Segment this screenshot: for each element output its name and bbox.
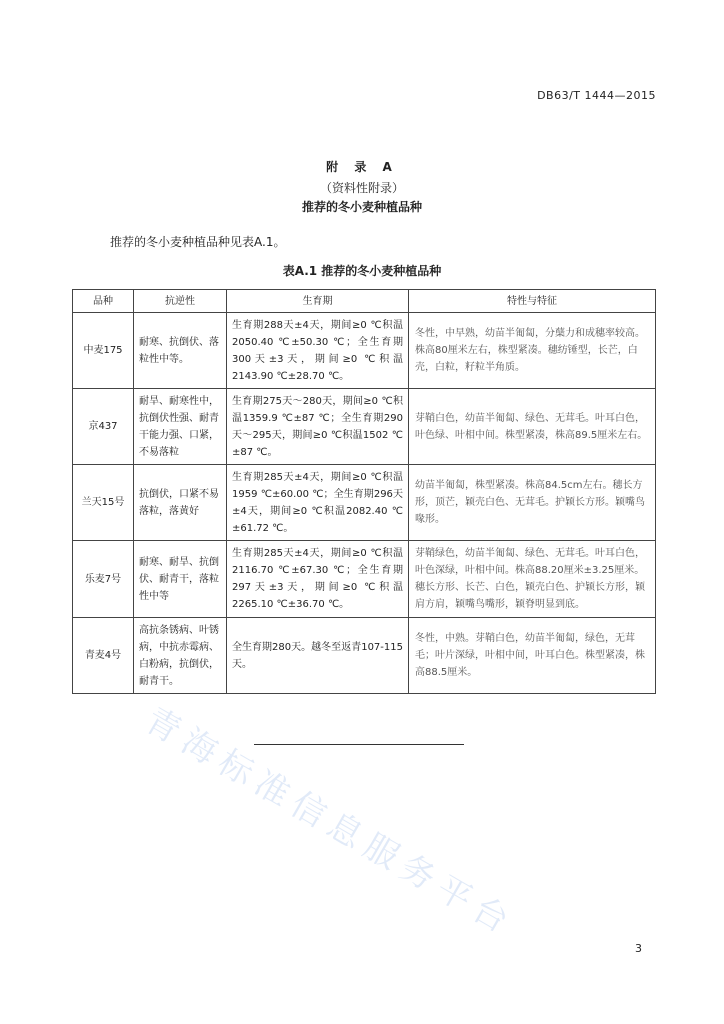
- column-header-period: 生育期: [227, 290, 409, 313]
- table-row: [73, 389, 656, 465]
- variety-cell: 兰天15号: [73, 465, 134, 541]
- resistance-cell: 抗倒伏，口紧不易落粒，落黄好: [134, 465, 227, 541]
- table-row: [73, 313, 656, 389]
- column-header-variety: 品种: [73, 290, 134, 313]
- variety-cell: 青麦4号: [73, 618, 134, 694]
- period-cell: 生育期288天±4天，期间≥0 ℃积温2050.40 ℃±50.30 ℃；全生育期300天±3天，期间≥0 ℃积温2143.90 ℃±28.70 ℃。: [227, 313, 409, 389]
- table-header-row: [73, 290, 656, 313]
- table-row: [73, 465, 656, 541]
- watermark: 青海标准信息服务平台: [138, 700, 522, 945]
- column-header-resistance: 抗逆性: [134, 290, 227, 313]
- appendix-subtitle: （资料性附录）: [319, 181, 404, 195]
- resistance-cell: 耐旱、耐寒性中，抗倒伏性强、耐青干能力强、口紧，不易落粒: [134, 389, 227, 465]
- document-code: DB63/T 1444—2015: [537, 89, 656, 102]
- period-cell: 生育期285天±4天，期间≥0 ℃积温1959 ℃±60.00 ℃；全生育期296天±4天，期间≥0 ℃积温2082.40 ℃±61.72 ℃。: [227, 465, 409, 541]
- resistance-cell: 耐寒、抗倒伏、落粒性中等。: [134, 313, 227, 389]
- period-cell: 生育期285天±4天，期间≥0 ℃积温2116.70 ℃±67.30 ℃；全生育期297天±3天，期间≥0 ℃积温2265.10 ℃±36.70 ℃。: [227, 541, 409, 618]
- intro-paragraph: 推荐的冬小麦种植品种见表A.1。: [110, 235, 286, 249]
- variety-cell: 乐麦7号: [73, 541, 134, 618]
- page-number: 3: [635, 942, 642, 955]
- column-header-traits: 特性与特征: [409, 290, 656, 313]
- period-cell: 生育期275天～280天，期间≥0 ℃积温1359.9 ℃±87 ℃；全生育期290天～295天，期间≥0 ℃积温1502 ℃±87 ℃。: [227, 389, 409, 465]
- table-row: [73, 618, 656, 694]
- table-caption: 表A.1 推荐的冬小麦种植品种: [282, 264, 442, 278]
- table-row: [73, 541, 656, 618]
- traits-cell: 冬性，中熟。芽鞘白色，幼苗半匍匐，绿色，无茸毛；叶片深绿，叶相中间，叶耳白色。株型紧凑，株高88.5厘米。: [409, 618, 656, 694]
- resistance-cell: 耐寒、耐旱、抗倒伏、耐青干，落粒性中等: [134, 541, 227, 618]
- traits-cell: 幼苗半匍匐，株型紧凑。株高84.5cm左右。穗长方形，顶芒，颖壳白色、无茸毛。护颖长方形。颖嘴鸟喙形。: [409, 465, 656, 541]
- traits-cell: 冬性，中早熟，幼苗半匍匐，分蘖力和成穗率较高。株高80厘米左右，株型紧凑。穗纺锤型，长芒，白壳，白粒，籽粒半角质。: [409, 313, 656, 389]
- appendix-title: 附 录 A: [326, 160, 398, 174]
- footer-divider: [254, 744, 464, 745]
- variety-cell: 京437: [73, 389, 134, 465]
- traits-cell: 芽鞘白色，幼苗半匍匐、绿色、无茸毛。叶耳白色，叶色绿、叶相中间。株型紧凑，株高89.5厘米左右。: [409, 389, 656, 465]
- appendix-heading: 推荐的冬小麦种植品种: [301, 200, 422, 214]
- period-cell: 全生育期280天。越冬至返青107-115天。: [227, 618, 409, 694]
- variety-cell: 中麦175: [73, 313, 134, 389]
- variety-table: [72, 289, 656, 694]
- resistance-cell: 高抗条锈病、叶锈病，中抗赤霉病、白粉病，抗倒伏，耐青干。: [134, 618, 227, 694]
- traits-cell: 芽鞘绿色，幼苗半匍匐、绿色、无茸毛。叶耳白色，叶色深绿，叶相中间。株高88.20厘米±3.25厘米。穗长方形、长芒、白色，颖壳白色、护颖长方形，颖肩方肩，颖嘴鸟嘴形，颖脊明显到底。: [409, 541, 656, 618]
